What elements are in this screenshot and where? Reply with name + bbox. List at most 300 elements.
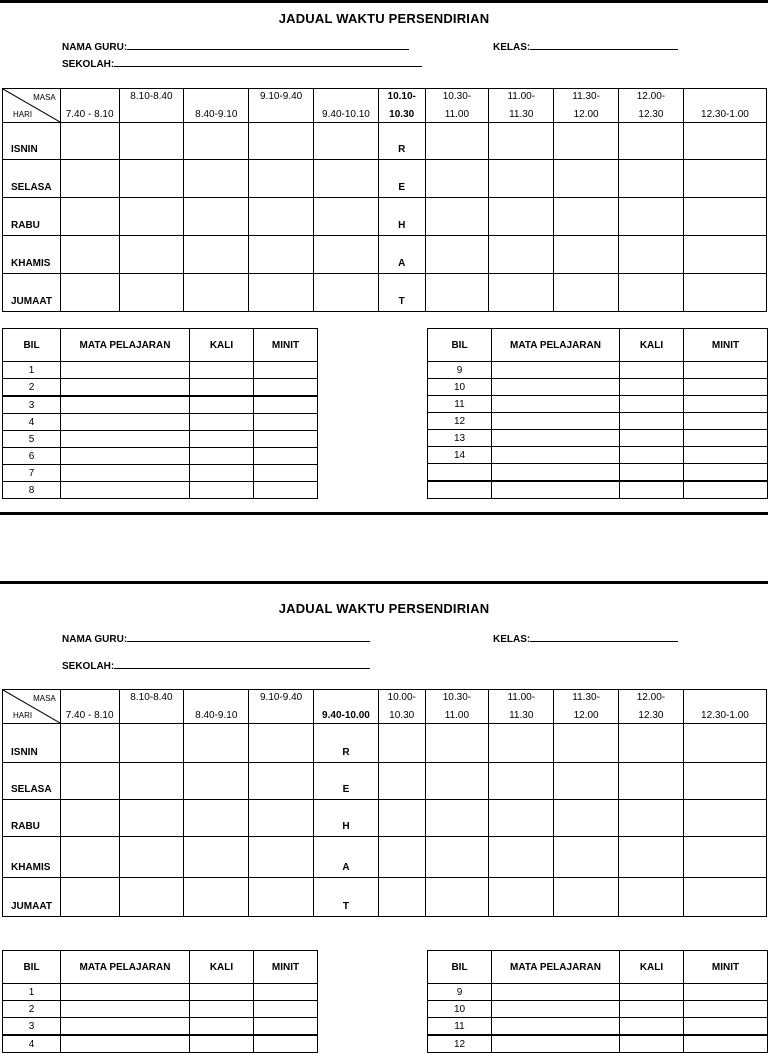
time-slot-end: 10.30 [389, 109, 415, 120]
minit-cell[interactable] [254, 362, 318, 379]
period-cell[interactable] [314, 274, 379, 312]
period-cell[interactable] [249, 878, 314, 917]
minit-cell[interactable] [684, 1001, 768, 1018]
kelas-label: KELAS: [493, 634, 531, 645]
mata-pelajaran-cell[interactable] [492, 481, 620, 499]
period-cell[interactable] [554, 800, 619, 837]
subject-row [3, 1001, 318, 1018]
rehat-cell[interactable] [314, 724, 379, 763]
minit-cell[interactable] [254, 984, 318, 1001]
period-cell[interactable] [60, 837, 119, 878]
period-cell[interactable] [489, 160, 554, 198]
minit-cell[interactable] [254, 1001, 318, 1018]
kali-cell[interactable] [620, 464, 684, 482]
period-cell[interactable] [314, 160, 379, 198]
period-cell[interactable] [119, 800, 184, 837]
rehat-letter: R [342, 747, 350, 758]
kali-cell[interactable] [620, 481, 684, 499]
time-slot-header [619, 89, 684, 123]
period-cell[interactable] [60, 763, 119, 800]
time-slot-end: 7.40 - 8.10 [65, 710, 114, 721]
period-cell[interactable] [683, 198, 766, 236]
subject-row [428, 379, 768, 396]
bil-cell: 12 [428, 413, 492, 430]
period-cell[interactable] [619, 198, 684, 236]
kali-cell[interactable] [620, 1035, 684, 1053]
mata-pelajaran-cell[interactable] [61, 379, 190, 397]
kali-cell[interactable] [620, 984, 684, 1001]
sheet-title: JADUAL WAKTU PERSENDIRIAN [278, 11, 490, 26]
period-cell[interactable] [314, 198, 379, 236]
bil-cell: 10 [428, 1001, 492, 1018]
period-cell[interactable] [119, 198, 184, 236]
bottom-rule [0, 512, 768, 515]
minit-cell[interactable] [684, 396, 768, 413]
period-cell[interactable] [683, 763, 766, 800]
time-slot-end: 10.30 [389, 710, 415, 721]
kali-cell[interactable] [190, 362, 254, 379]
period-cell[interactable] [619, 160, 684, 198]
period-cell[interactable] [60, 123, 119, 160]
subject-row [3, 984, 318, 1001]
kelas-field[interactable] [493, 632, 678, 645]
period-cell[interactable] [425, 724, 489, 763]
time-slot-header [314, 89, 379, 123]
period-cell[interactable] [249, 160, 314, 198]
period-cell[interactable] [425, 123, 489, 160]
day-row [3, 763, 767, 800]
period-cell[interactable] [249, 800, 314, 837]
time-slot-header [249, 690, 314, 724]
period-cell[interactable] [683, 274, 766, 312]
period-cell[interactable] [683, 236, 766, 274]
period-cell[interactable] [249, 274, 314, 312]
kali-cell[interactable] [190, 984, 254, 1001]
time-header-row [3, 690, 767, 724]
period-cell[interactable] [425, 198, 489, 236]
period-cell[interactable] [184, 160, 249, 198]
time-slot-header [249, 89, 314, 123]
subject-column-header: MATA PELAJARAN [492, 951, 620, 984]
subject-column-header: MINIT [684, 951, 768, 984]
period-cell[interactable] [184, 837, 249, 878]
mata-pelajaran-cell[interactable] [492, 379, 620, 396]
time-slot-start: 8.10-8.40 [130, 692, 173, 703]
period-cell[interactable] [619, 800, 684, 837]
period-cell[interactable] [314, 123, 379, 160]
day-label: RABU [11, 821, 40, 832]
period-cell[interactable] [425, 763, 489, 800]
minit-cell[interactable] [684, 413, 768, 430]
time-slot-start: 9.10-9.40 [259, 692, 303, 703]
period-cell[interactable] [314, 236, 379, 274]
period-cell[interactable] [184, 800, 249, 837]
bil-cell: 3 [3, 396, 61, 414]
rehat-cell[interactable] [378, 236, 425, 274]
mata-pelajaran-cell[interactable] [492, 984, 620, 1001]
minit-cell[interactable] [684, 1018, 768, 1036]
time-slot-header [378, 690, 425, 724]
bil-cell: 1 [3, 362, 61, 379]
minit-cell[interactable] [254, 396, 318, 414]
mata-pelajaran-cell[interactable] [61, 1035, 190, 1053]
time-slot-end: 8.40-9.10 [195, 710, 238, 721]
time-slot-end: 11.30 [509, 109, 534, 120]
bil-cell [428, 481, 492, 499]
minit-cell[interactable] [254, 465, 318, 482]
period-cell[interactable] [378, 837, 425, 878]
subject-column-header: BIL [428, 329, 492, 362]
day-label: SELASA [11, 784, 52, 795]
time-slot-header [554, 690, 619, 724]
time-slot-header [184, 89, 249, 123]
period-cell[interactable] [554, 236, 619, 274]
kali-cell[interactable] [190, 448, 254, 465]
mata-pelajaran-cell[interactable] [61, 362, 190, 379]
bil-cell: 2 [3, 379, 61, 397]
masa-hari-corner [3, 690, 61, 724]
time-slot-header [683, 89, 766, 123]
subject-row [3, 414, 318, 431]
period-cell[interactable] [119, 160, 184, 198]
period-cell[interactable] [489, 878, 554, 917]
period-cell[interactable] [378, 763, 425, 800]
period-cell[interactable] [249, 724, 314, 763]
period-cell[interactable] [119, 236, 184, 274]
period-cell[interactable] [184, 236, 249, 274]
period-cell[interactable] [425, 878, 489, 917]
time-slot-header [119, 690, 184, 724]
kali-cell[interactable] [190, 465, 254, 482]
subject-table-right [427, 328, 768, 499]
period-cell[interactable] [60, 800, 119, 837]
kali-cell[interactable] [620, 430, 684, 447]
minit-cell[interactable] [254, 1018, 318, 1036]
period-cell[interactable] [489, 724, 554, 763]
mata-pelajaran-cell[interactable] [61, 414, 190, 431]
mata-pelajaran-cell[interactable] [61, 482, 190, 499]
day-label: ISNIN [11, 144, 38, 155]
period-cell[interactable] [184, 724, 249, 763]
minit-cell[interactable] [254, 1035, 318, 1053]
nama-guru-field[interactable] [62, 632, 370, 645]
minit-cell[interactable] [684, 362, 768, 379]
time-slot-header [425, 89, 489, 123]
period-cell[interactable] [683, 800, 766, 837]
period-cell[interactable] [554, 878, 619, 917]
period-cell[interactable] [683, 837, 766, 878]
bil-cell: 12 [428, 1035, 492, 1053]
period-cell[interactable] [184, 123, 249, 160]
time-slot-end: 12.30-1.00 [701, 710, 749, 721]
kali-cell[interactable] [620, 413, 684, 430]
period-cell[interactable] [425, 837, 489, 878]
period-cell[interactable] [60, 724, 119, 763]
period-cell[interactable] [489, 123, 554, 160]
subject-row [428, 413, 768, 430]
period-cell[interactable] [184, 763, 249, 800]
mata-pelajaran-cell[interactable] [492, 1018, 620, 1036]
minit-cell[interactable] [254, 414, 318, 431]
day-row [3, 123, 767, 160]
day-label-cell [3, 160, 61, 198]
period-cell[interactable] [554, 274, 619, 312]
period-cell[interactable] [60, 274, 119, 312]
kali-cell[interactable] [190, 1001, 254, 1018]
mata-pelajaran-cell[interactable] [61, 396, 190, 414]
time-slot-end: 9.40-10.10 [322, 109, 370, 120]
mata-pelajaran-cell[interactable] [61, 431, 190, 448]
period-cell[interactable] [619, 837, 684, 878]
mata-pelajaran-cell[interactable] [492, 362, 620, 379]
period-cell[interactable] [119, 878, 184, 917]
mata-pelajaran-cell[interactable] [492, 430, 620, 447]
period-cell[interactable] [489, 800, 554, 837]
period-cell[interactable] [619, 878, 684, 917]
kali-cell[interactable] [190, 1035, 254, 1053]
period-cell[interactable] [119, 274, 184, 312]
minit-cell[interactable] [684, 481, 768, 499]
minit-cell[interactable] [684, 464, 768, 482]
rehat-letter: R [398, 144, 406, 155]
bil-cell: 13 [428, 430, 492, 447]
period-cell[interactable] [489, 236, 554, 274]
bil-cell: 2 [3, 1001, 61, 1018]
masa-label: MASA [33, 93, 56, 102]
period-cell[interactable] [184, 274, 249, 312]
period-cell[interactable] [425, 236, 489, 274]
mata-pelajaran-cell[interactable] [492, 396, 620, 413]
subject-column-header: KALI [190, 329, 254, 362]
bil-cell: 6 [3, 448, 61, 465]
subject-column-header: MINIT [684, 329, 768, 362]
time-slot-start: 11.00- [507, 91, 536, 102]
minit-cell[interactable] [684, 1035, 768, 1053]
period-cell[interactable] [249, 236, 314, 274]
period-cell[interactable] [554, 198, 619, 236]
period-cell[interactable] [60, 878, 119, 917]
period-cell[interactable] [119, 724, 184, 763]
subject-row [3, 396, 318, 414]
day-label-cell [3, 800, 61, 837]
subject-row [428, 1018, 768, 1036]
kali-cell[interactable] [190, 396, 254, 414]
period-cell[interactable] [489, 274, 554, 312]
subject-row [3, 431, 318, 448]
period-cell[interactable] [554, 763, 619, 800]
time-slot-header [60, 89, 119, 123]
period-cell[interactable] [378, 724, 425, 763]
period-cell[interactable] [378, 800, 425, 837]
day-row [3, 236, 767, 274]
kali-cell[interactable] [190, 431, 254, 448]
minit-cell[interactable] [254, 448, 318, 465]
period-cell[interactable] [489, 763, 554, 800]
kali-cell[interactable] [620, 396, 684, 413]
kali-cell[interactable] [190, 1018, 254, 1036]
time-header-row [3, 89, 767, 123]
time-slot-start: 11.30- [572, 692, 600, 703]
subject-row [428, 362, 768, 379]
period-cell[interactable] [184, 878, 249, 917]
time-slot-header [683, 690, 766, 724]
kali-cell[interactable] [620, 379, 684, 396]
period-cell[interactable] [249, 837, 314, 878]
minit-cell[interactable] [684, 984, 768, 1001]
day-label: KHAMIS [11, 862, 51, 873]
kali-cell[interactable] [190, 414, 254, 431]
subject-row [428, 481, 768, 499]
subject-row [428, 1001, 768, 1018]
subject-row [428, 396, 768, 413]
bil-cell: 1 [3, 984, 61, 1001]
period-cell[interactable] [683, 123, 766, 160]
mata-pelajaran-cell[interactable] [61, 1001, 190, 1018]
period-cell[interactable] [683, 878, 766, 917]
rehat-cell[interactable] [314, 763, 379, 800]
period-cell[interactable] [683, 724, 766, 763]
mata-pelajaran-cell[interactable] [61, 465, 190, 482]
rehat-cell[interactable] [314, 800, 379, 837]
nama-guru-label: NAMA GURU: [62, 42, 128, 53]
day-label: JUMAAT [11, 296, 52, 307]
sekolah-field[interactable] [62, 57, 422, 70]
hari-label: HARI [13, 110, 33, 119]
period-cell[interactable] [619, 724, 684, 763]
subject-row [3, 362, 318, 379]
kelas-field[interactable] [493, 40, 678, 53]
sekolah-label: SEKOLAH: [62, 661, 115, 672]
time-slot-start: 8.10-8.40 [130, 91, 173, 102]
period-cell[interactable] [425, 274, 489, 312]
mata-pelajaran-cell[interactable] [61, 448, 190, 465]
subject-column-header: MATA PELAJARAN [492, 329, 620, 362]
mata-pelajaran-cell[interactable] [492, 447, 620, 464]
period-cell[interactable] [119, 763, 184, 800]
subject-column-header: KALI [620, 329, 684, 362]
period-cell[interactable] [60, 236, 119, 274]
period-cell[interactable] [184, 198, 249, 236]
minit-cell[interactable] [684, 447, 768, 464]
period-cell[interactable] [425, 800, 489, 837]
rehat-cell[interactable] [378, 160, 425, 198]
subject-column-header: MATA PELAJARAN [61, 951, 190, 984]
mata-pelajaran-cell[interactable] [61, 984, 190, 1001]
bil-cell: 7 [3, 465, 61, 482]
mata-pelajaran-cell[interactable] [492, 413, 620, 430]
period-cell[interactable] [489, 837, 554, 878]
subject-column-header: BIL [3, 329, 61, 362]
rehat-cell[interactable] [314, 837, 379, 878]
minit-cell[interactable] [254, 431, 318, 448]
period-cell[interactable] [619, 236, 684, 274]
time-slot-header [314, 690, 379, 724]
subject-header-row [428, 329, 768, 362]
day-label-cell [3, 123, 61, 160]
kali-cell[interactable] [190, 482, 254, 499]
minit-cell[interactable] [254, 482, 318, 499]
subject-header-row [428, 951, 768, 984]
kali-cell[interactable] [620, 1001, 684, 1018]
sekolah-field[interactable] [62, 659, 370, 672]
period-cell[interactable] [119, 123, 184, 160]
rehat-cell[interactable] [378, 198, 425, 236]
day-label: ISNIN [11, 747, 38, 758]
mata-pelajaran-cell[interactable] [492, 464, 620, 482]
time-slot-end: 7.40 - 8.10 [65, 109, 114, 120]
time-slot-header [378, 89, 425, 123]
bil-cell: 4 [3, 1035, 61, 1053]
kali-cell[interactable] [620, 447, 684, 464]
period-cell[interactable] [489, 198, 554, 236]
minit-cell[interactable] [254, 379, 318, 397]
time-slot-end: 11.30 [509, 710, 534, 721]
kali-cell[interactable] [620, 362, 684, 379]
masa-hari-corner [3, 89, 61, 123]
time-slot-header [489, 89, 554, 123]
period-cell[interactable] [554, 837, 619, 878]
mata-pelajaran-cell[interactable] [492, 1001, 620, 1018]
nama-guru-field[interactable] [62, 40, 409, 53]
bil-cell: 4 [3, 414, 61, 431]
time-slot-end: 11.00 [444, 109, 470, 120]
kali-cell[interactable] [190, 379, 254, 397]
kali-cell[interactable] [620, 1018, 684, 1036]
period-cell[interactable] [249, 198, 314, 236]
day-row [3, 837, 767, 878]
time-slot-start: 10.30- [442, 692, 472, 703]
bil-cell: 9 [428, 984, 492, 1001]
period-cell[interactable] [683, 160, 766, 198]
bil-cell: 9 [428, 362, 492, 379]
time-slot-start: 12.00- [636, 692, 666, 703]
rehat-letter: T [342, 901, 350, 912]
minit-cell[interactable] [684, 379, 768, 396]
subject-table-right [427, 950, 768, 1053]
period-cell[interactable] [60, 198, 119, 236]
time-slot-header [489, 690, 554, 724]
subject-row [428, 464, 768, 482]
period-cell[interactable] [60, 160, 119, 198]
day-label-cell [3, 274, 61, 312]
rehat-cell[interactable] [378, 123, 425, 160]
period-cell[interactable] [425, 160, 489, 198]
minit-cell[interactable] [684, 430, 768, 447]
mata-pelajaran-cell[interactable] [61, 1018, 190, 1036]
day-label: JUMAAT [11, 901, 52, 912]
rehat-cell[interactable] [314, 878, 379, 917]
rehat-cell[interactable] [378, 274, 425, 312]
period-cell[interactable] [378, 878, 425, 917]
mata-pelajaran-cell[interactable] [492, 1035, 620, 1053]
period-cell[interactable] [554, 160, 619, 198]
period-cell[interactable] [619, 763, 684, 800]
period-cell[interactable] [619, 274, 684, 312]
time-slot-start: 9.10-9.40 [259, 91, 303, 102]
nama-guru-label: NAMA GURU: [62, 634, 128, 645]
period-cell[interactable] [119, 837, 184, 878]
subject-row [3, 482, 318, 499]
period-cell[interactable] [249, 763, 314, 800]
time-slot-end: 12.30 [638, 710, 664, 721]
period-cell[interactable] [554, 123, 619, 160]
timetable-grid [2, 88, 767, 312]
bil-cell: 11 [428, 1018, 492, 1036]
period-cell[interactable] [249, 123, 314, 160]
period-cell[interactable] [554, 724, 619, 763]
period-cell[interactable] [619, 123, 684, 160]
subject-column-header: BIL [3, 951, 61, 984]
